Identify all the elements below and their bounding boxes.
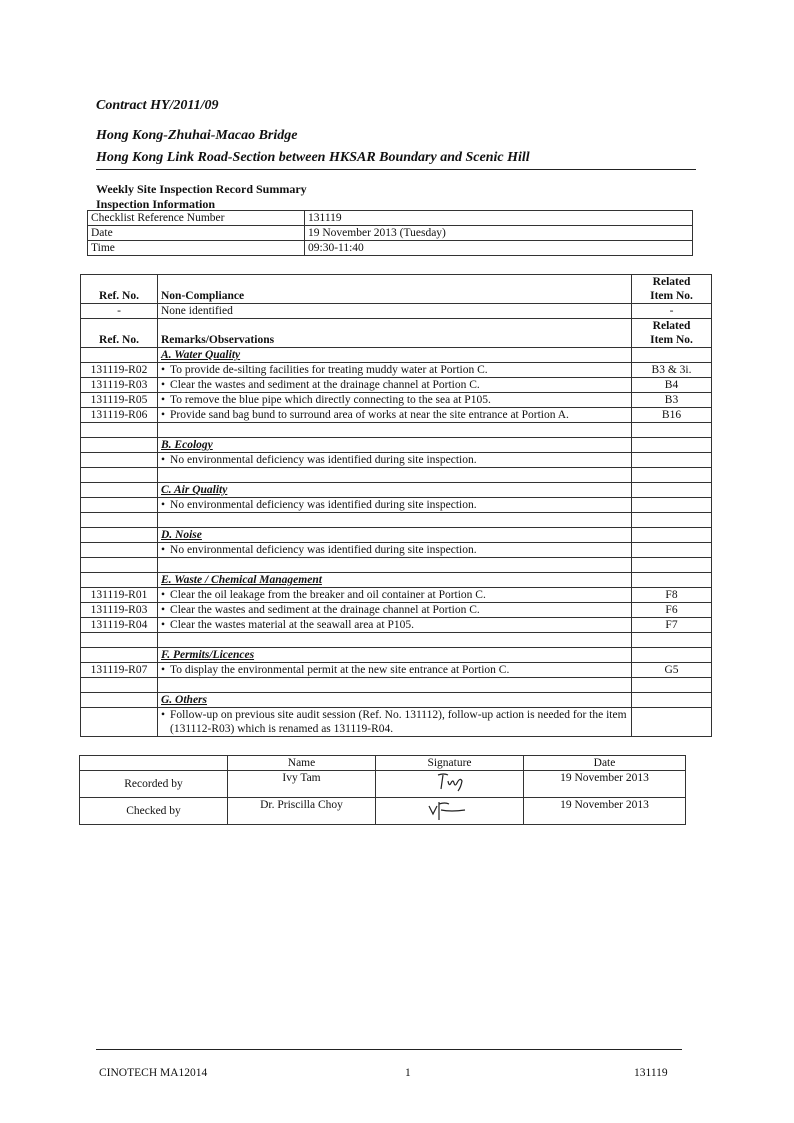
related-item-cell: F8 [632, 588, 712, 603]
date-cell: 19 November 2013 [524, 798, 686, 825]
info-label: Date [88, 226, 305, 241]
related-item-cell: - [632, 304, 712, 319]
section-title: Hong Kong Link Road-Section between HKSAR Boundary and Scenic Hill [96, 150, 530, 165]
table-row [81, 588, 712, 603]
signature-cell [376, 771, 524, 798]
related-item-cell: F6 [632, 603, 712, 618]
section-title-row [81, 648, 712, 663]
noncompliance-header-row [81, 275, 712, 304]
page-number: 1 [405, 1067, 411, 1079]
observation-text: • To display the environmental permit at the new site entrance at Portion C. [158, 663, 632, 678]
observation-text: • Clear the oil leakage from the breaker and oil container at Portion C. [158, 588, 632, 603]
empty-cell [632, 633, 712, 648]
section-title-row [81, 693, 712, 708]
table-row [81, 498, 712, 513]
info-title: Inspection Information [96, 197, 216, 211]
empty-cell [632, 498, 712, 513]
spacer-row [81, 678, 712, 693]
info-label: Time [88, 241, 305, 256]
related-item-cell: B3 & 3i. [632, 363, 712, 378]
table-row [81, 408, 712, 423]
noncompliance-row [81, 304, 712, 319]
empty-cell [632, 453, 712, 468]
related-item-header [632, 319, 712, 348]
empty-cell [632, 708, 712, 737]
info-label: Checklist Reference Number [88, 211, 305, 226]
observation-text: • No environmental deficiency was identified during site inspection. [158, 543, 632, 558]
ref-cell: - [81, 304, 158, 319]
contract-number: Contract HY/2011/09 [96, 98, 219, 113]
section-f-title: F. Permits/Licences [158, 648, 632, 663]
info-value: 09:30-11:40 [305, 241, 693, 256]
signature-image [425, 798, 475, 820]
spacer-row [81, 633, 712, 648]
observation-text: • Clear the wastes material at the seawall area at P105. [158, 618, 632, 633]
date-header: Date [524, 756, 686, 771]
date-cell: 19 November 2013 [524, 771, 686, 798]
footer-left: CINOTECH MA12014 [99, 1067, 208, 1079]
name-cell: Dr. Priscilla Choy [228, 798, 376, 825]
empty-cell [632, 693, 712, 708]
empty-cell [81, 498, 158, 513]
info-row [88, 211, 693, 226]
empty-cell [158, 678, 632, 693]
empty-cell [81, 648, 158, 663]
observation-text: • Clear the wastes and sediment at the drainage channel at Portion C. [158, 378, 632, 393]
empty-cell [81, 678, 158, 693]
role-cell: Recorded by [80, 771, 228, 798]
signoff-row [80, 798, 686, 825]
related-item-cell: B4 [632, 378, 712, 393]
project-title: Hong Kong-Zhuhai-Macao Bridge [96, 128, 298, 143]
empty-cell [632, 348, 712, 363]
signature-image [430, 771, 470, 793]
ref-header: Ref. No. [81, 275, 158, 304]
empty-cell [81, 438, 158, 453]
table-row [81, 453, 712, 468]
noncompliance-text: None identified [158, 304, 632, 319]
signature-header: Signature [376, 756, 524, 771]
bullet-icon: • [161, 709, 166, 721]
observation-text: • To remove the blue pipe which directly connecting to the sea at P105. [158, 393, 632, 408]
empty-cell [81, 423, 158, 438]
signoff-header-row [80, 756, 686, 771]
empty-cell [81, 348, 158, 363]
empty-cell [632, 513, 712, 528]
empty-cell [81, 573, 158, 588]
role-cell: Checked by [80, 798, 228, 825]
table-row [81, 363, 712, 378]
empty-cell [158, 468, 632, 483]
info-value: 131119 [305, 211, 693, 226]
bullet-item [161, 708, 628, 736]
empty-cell [81, 633, 158, 648]
table-row [81, 393, 712, 408]
observation-text: • Clear the wastes and sediment at the drainage channel at Portion C. [158, 603, 632, 618]
inspection-findings-table [80, 274, 712, 737]
section-title-row [81, 573, 712, 588]
empty-cell [632, 438, 712, 453]
section-title-row [81, 348, 712, 363]
related-item-header [632, 275, 712, 304]
related-item-cell: B16 [632, 408, 712, 423]
name-cell: Ivy Tam [228, 771, 376, 798]
empty-cell [158, 513, 632, 528]
empty-cell [80, 756, 228, 771]
signoff-table [79, 755, 686, 825]
summary-title: Weekly Site Inspection Record Summary [96, 182, 307, 196]
empty-cell [81, 483, 158, 498]
related-header-line1: Related [652, 320, 691, 332]
observation-text: • Provide sand bag bund to surround area of works at near the site entrance at Portion A. [158, 408, 632, 423]
header-rule [96, 169, 696, 170]
empty-cell [81, 708, 158, 737]
empty-cell [158, 558, 632, 573]
empty-cell [81, 693, 158, 708]
remarks-header-row [81, 319, 712, 348]
empty-cell [632, 483, 712, 498]
footer-rule [96, 1049, 682, 1050]
spacer-row [81, 513, 712, 528]
section-title-row [81, 483, 712, 498]
empty-cell [81, 558, 158, 573]
ref-cell: 131119-R05 [81, 393, 158, 408]
inspection-info-table [87, 210, 693, 256]
ref-header: Ref. No. [81, 319, 158, 348]
related-header-line1: Related [652, 276, 691, 288]
table-row [81, 603, 712, 618]
ref-cell: 131119-R04 [81, 618, 158, 633]
empty-cell [81, 528, 158, 543]
noncompliance-header: Non-Compliance [158, 275, 632, 304]
section-title-row [81, 438, 712, 453]
empty-cell [158, 423, 632, 438]
empty-cell [632, 423, 712, 438]
related-item-cell: F7 [632, 618, 712, 633]
spacer-row [81, 468, 712, 483]
related-header-line2: Item No. [650, 290, 693, 302]
empty-cell [632, 528, 712, 543]
ref-cell: 131119-R03 [81, 378, 158, 393]
table-row [81, 378, 712, 393]
section-a-title: A. Water Quality [158, 348, 632, 363]
empty-cell [81, 513, 158, 528]
info-row [88, 241, 693, 256]
related-header-line2: Item No. [650, 334, 693, 346]
observation-text [158, 708, 632, 737]
spacer-row [81, 558, 712, 573]
observation-text: • To provide de-silting facilities for treating muddy water at Portion C. [158, 363, 632, 378]
table-row [81, 663, 712, 678]
observation-text: • No environmental deficiency was identified during site inspection. [158, 453, 632, 468]
empty-cell [632, 573, 712, 588]
remarks-header: Remarks/Observations [158, 319, 632, 348]
empty-cell [158, 633, 632, 648]
ref-cell: 131119-R01 [81, 588, 158, 603]
ref-cell: 131119-R07 [81, 663, 158, 678]
observation-text-body: Follow-up on previous site audit session (Ref. No. 131112), follow-up action is needed for the item (131112-R03) which is renamed as 131119-R04. [170, 709, 627, 735]
empty-cell [81, 453, 158, 468]
ref-cell: 131119-R02 [81, 363, 158, 378]
ref-cell: 131119-R03 [81, 603, 158, 618]
info-row [88, 226, 693, 241]
related-item-cell: B3 [632, 393, 712, 408]
table-row [81, 708, 712, 737]
info-value: 19 November 2013 (Tuesday) [305, 226, 693, 241]
section-g-title: G. Others [158, 693, 632, 708]
footer-right: 131119 [634, 1067, 668, 1079]
table-row [81, 618, 712, 633]
empty-cell [632, 558, 712, 573]
related-item-cell: G5 [632, 663, 712, 678]
signoff-row [80, 771, 686, 798]
table-row [81, 543, 712, 558]
section-e-title: E. Waste / Chemical Management [158, 573, 632, 588]
spacer-row [81, 423, 712, 438]
ref-cell: 131119-R06 [81, 408, 158, 423]
section-d-title: D. Noise [158, 528, 632, 543]
section-c-title: C. Air Quality [158, 483, 632, 498]
empty-cell [632, 678, 712, 693]
signature-cell [376, 798, 524, 825]
empty-cell [632, 468, 712, 483]
section-b-title: B. Ecology [158, 438, 632, 453]
empty-cell [632, 543, 712, 558]
empty-cell [81, 468, 158, 483]
empty-cell [81, 543, 158, 558]
observation-text: • No environmental deficiency was identified during site inspection. [158, 498, 632, 513]
empty-cell [632, 648, 712, 663]
name-header: Name [228, 756, 376, 771]
section-title-row [81, 528, 712, 543]
